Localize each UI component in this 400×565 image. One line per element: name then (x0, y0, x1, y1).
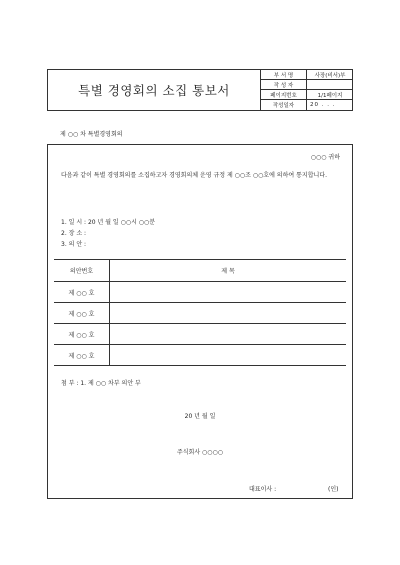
meta-label: 작성일자 (261, 100, 307, 110)
table-row (54, 303, 346, 324)
column-header-subject: 제 목 (221, 268, 235, 275)
agenda-table (54, 259, 346, 366)
table-row (54, 345, 346, 366)
agenda-subject (110, 324, 346, 344)
meta-label: 부 서 명 (261, 70, 307, 79)
meta-label: 페이지번호 (261, 90, 307, 99)
agenda-header-row (54, 260, 346, 282)
agenda-subject (110, 345, 346, 365)
table-row (54, 282, 346, 303)
column-header-number: 의안번호 (54, 260, 110, 281)
agenda-number: 제 ○○ 호 (54, 303, 110, 323)
meeting-details (61, 217, 155, 250)
agenda-line: 3. 의 안 : (61, 241, 87, 248)
meta-value (307, 80, 353, 89)
agenda-subject (110, 282, 346, 302)
attachment-line: 첨 부 : 1. 제 ○○ 차부 의안 부 (61, 380, 141, 387)
meta-table (260, 70, 353, 110)
company-name: 주식회사 ○○○○ (176, 449, 224, 456)
table-row (54, 324, 346, 345)
agenda-subject (110, 303, 346, 323)
meta-label: 작 성 자 (261, 80, 307, 89)
place-line: 2. 장 소 : (61, 230, 87, 237)
agenda-number: 제 ○○ 호 (54, 324, 110, 344)
datetime-line: 1. 일 시 : 20 년 월 일 ○○시 ○○분 (61, 219, 156, 226)
meta-row-date (261, 100, 353, 110)
recipient: ○○○ 귀하 (310, 154, 340, 161)
document-header (47, 69, 353, 111)
meta-row-department (261, 70, 353, 80)
agenda-number: 제 ○○ 호 (54, 282, 110, 302)
meta-row-page (261, 90, 353, 100)
ceo-label: 대표이사 : (249, 486, 277, 493)
session-heading: 제 ○○ 차 특별경영회의 (60, 131, 123, 138)
agenda-number: 제 ○○ 호 (54, 345, 110, 365)
intro-text: 다음과 같이 특별 경영회의를 소집하고자 경영회의체 운영 규정 제 ○○조 ○○호에 의하여 통지합니다. (61, 172, 327, 179)
seal-mark: (인) (328, 486, 339, 493)
notice-body (47, 144, 353, 499)
document-title: 특별 경영회의 소집 통보서 (78, 83, 230, 98)
meta-value: 1/1페이지 (317, 92, 343, 99)
meta-row-author (261, 80, 353, 90)
issue-date: 20 년 월 일 (184, 413, 216, 420)
meta-value: 사장(비서)부 (314, 72, 346, 79)
meta-value: 20 . . . (310, 102, 336, 108)
